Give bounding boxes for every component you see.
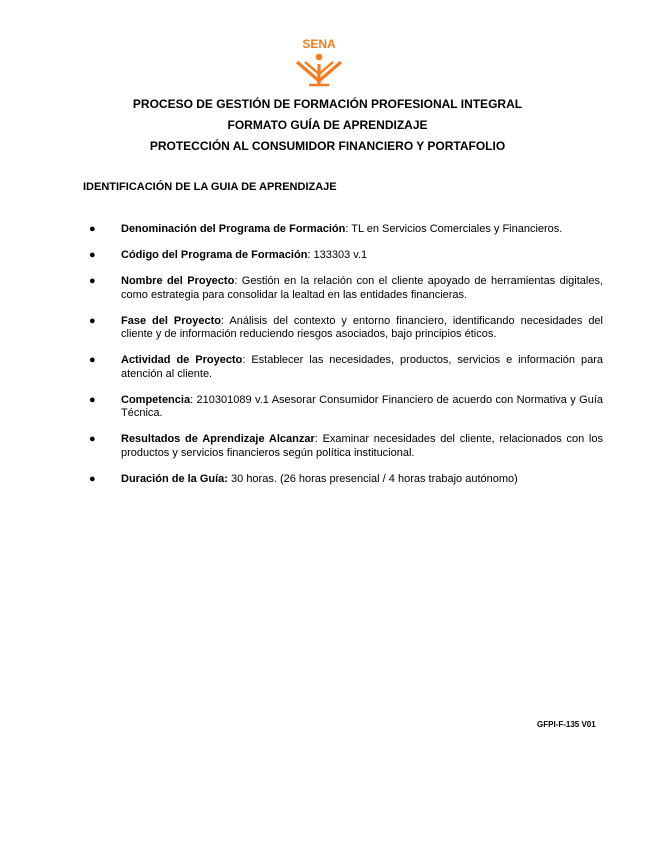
document-code: GFPI-F-135 V01 (537, 720, 596, 729)
identification-list (83, 223, 603, 499)
item-value: : Examinar necesidades del cliente, relacionados con los productos y servicios financieros según política institucional. (121, 433, 603, 459)
section-heading: IDENTIFICACIÓN DE LA GUIA DE APRENDIZAJE (83, 181, 337, 193)
list-item-guide-duration (83, 473, 603, 487)
title-format: FORMATO GUÍA DE APRENDIZAJE (227, 118, 428, 132)
bullet-icon: ● (89, 472, 96, 485)
item-value: : TL en Servicios Comerciales y Financieros. (345, 223, 563, 235)
bullet-icon: ● (89, 223, 96, 235)
item-label: Código del Programa de Formación (121, 249, 308, 261)
item-value: : Análisis del contexto y entorno financiero, identificando necesidades del cliente y de información reduciendo riesgos asociados, bajo principios éticos. (121, 314, 603, 340)
item-value: : 210301089 v.1 Asesorar Consumidor Financiero de acuerdo con Normativa y Guía Técnica. (121, 393, 603, 419)
item-label: Denominación del Programa de Formación (121, 223, 346, 235)
item-label: Nombre del Proyecto (121, 275, 235, 287)
item-label: Duración de la Guía: (121, 472, 228, 485)
list-item-project-phase (83, 315, 603, 342)
sena-logo-graphic (293, 37, 345, 87)
item-value: 30 horas. (26 horas presencial / 4 horas trabajo autónomo) (227, 472, 518, 485)
item-value: : 133303 v.1 (307, 249, 368, 261)
item-value: : Gestión en la relación con el cliente apoyado de herramientas digitales, como estrategia para consolidar la lealtad en las entidades financieras. (121, 275, 604, 301)
item-label: Competencia (121, 393, 191, 406)
list-item-program-name (83, 223, 603, 237)
bullet-icon: ● (89, 249, 96, 261)
bullet-icon: ● (89, 314, 96, 327)
item-value: : Establecer las necesidades, productos, servicios e información para atención al cliente. (121, 354, 603, 380)
item-label: Fase del Proyecto (121, 314, 221, 327)
bullet-icon: ● (89, 393, 96, 406)
item-label: Actividad de Proyecto (121, 354, 243, 366)
list-item-project-name (83, 275, 603, 302)
bullet-icon: ● (89, 433, 96, 445)
sena-logo (293, 37, 345, 87)
item-label: Resultados de Aprendizaje Alcanzar (121, 433, 315, 445)
document-titles (0, 94, 655, 157)
sena-logo-text: SENA (302, 37, 336, 51)
bullet-icon: ● (89, 354, 96, 366)
list-item-competency (83, 394, 603, 421)
list-item-learning-results (83, 433, 603, 460)
bullet-icon: ● (89, 275, 96, 287)
title-process: PROCESO DE GESTIÓN DE FORMACIÓN PROFESIONAL INTEGRAL (132, 97, 523, 111)
title-topic: PROTECCIÓN AL CONSUMIDOR FINANCIERO Y PORTAFOLIO (149, 139, 506, 153)
list-item-program-code (83, 249, 603, 263)
list-item-project-activity (83, 354, 603, 381)
